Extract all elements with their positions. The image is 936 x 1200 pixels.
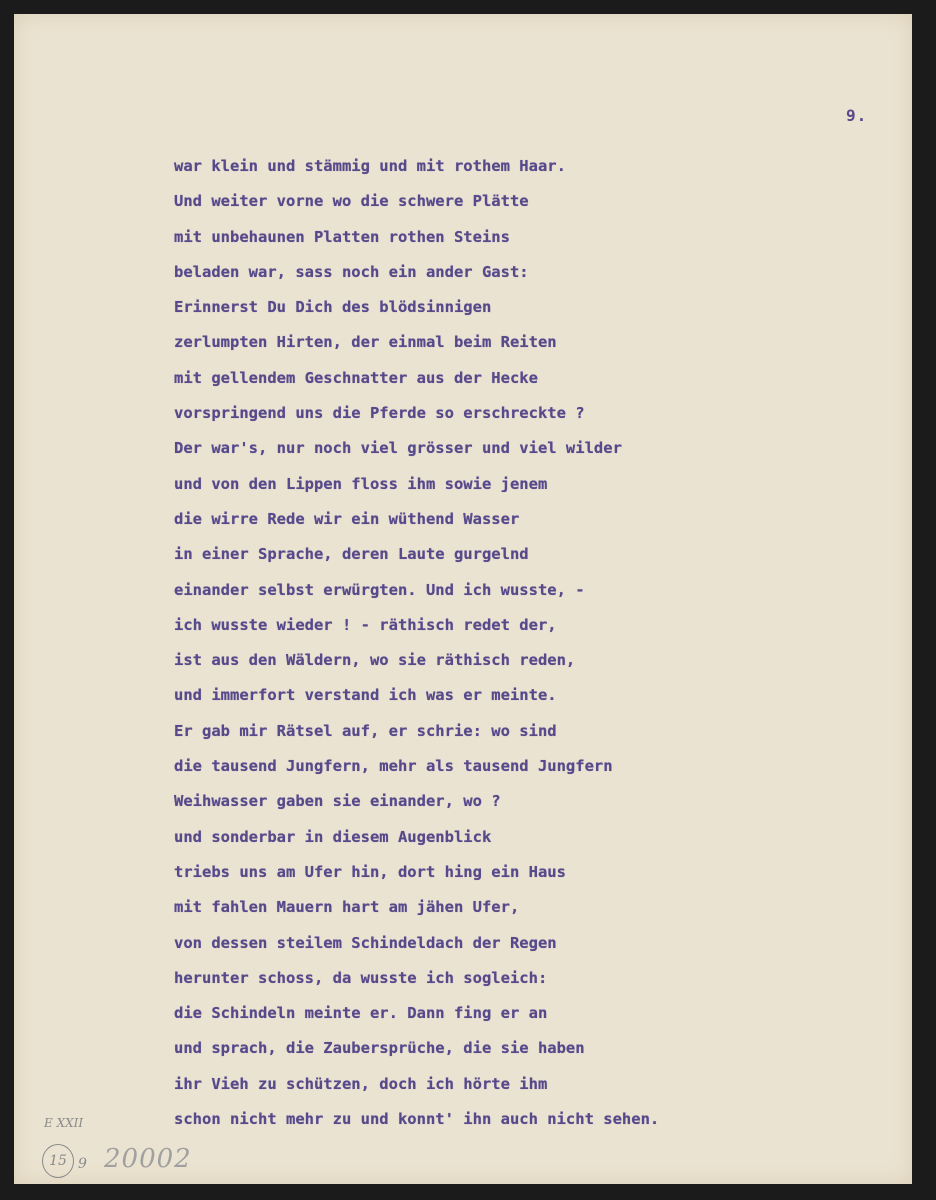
archive-circled-number: 15 — [42, 1144, 74, 1178]
text-line: war klein und stämmig und mit rothem Haar. — [174, 157, 566, 175]
text-line: zerlumpten Hirten, der einmal beim Reiten — [174, 333, 557, 352]
text-line: die tausend Jungfern, mehr als tausend Jungfern — [174, 757, 613, 776]
text-line: Der war's, nur noch viel grösser und viel wilder — [174, 439, 622, 458]
text-line: Erinnerst Du Dich des blödsinnigen — [174, 298, 492, 317]
text-line: von dessen steilem Schindeldach der Regen — [174, 933, 557, 952]
archive-inventory-number: 20002 — [104, 1144, 192, 1174]
text-line: ihr Vieh zu schützen, doch ich hörte ihm — [174, 1074, 548, 1093]
text-line: mit fahlen Mauern hart am jähen Ufer, — [174, 898, 520, 917]
text-line: ich wusste wieder ! - räthisch redet der, — [174, 615, 557, 634]
text-line: schon nicht mehr zu und konnt' ihn auch nicht sehen. — [174, 1110, 660, 1129]
page-number: 9. — [846, 106, 868, 125]
archive-signature: E XXII — [44, 1116, 84, 1130]
text-line: und sonderbar in diesem Augenblick — [174, 827, 492, 846]
archive-folio: 9 — [78, 1156, 87, 1172]
text-line: Weihwasser gaben sie einander, wo ? — [174, 792, 501, 811]
text-line: Er gab mir Rätsel auf, er schrie: wo sind — [174, 721, 557, 740]
text-line: mit unbehaunen Platten rothen Steins — [174, 227, 510, 246]
archive-notes — [42, 1112, 242, 1192]
text-line: und immerfort verstand ich was er meinte. — [174, 686, 557, 705]
text-line: in einer Sprache, deren Laute gurgelnd — [174, 545, 529, 564]
text-line: und von den Lippen floss ihm sowie jenem — [174, 474, 548, 493]
text-line: einander selbst erwürgten. Und ich wusste, - — [174, 580, 585, 599]
manuscript-page — [14, 14, 912, 1184]
typed-text-block — [174, 149, 794, 1137]
text-line: triebs uns am Ufer hin, dort hing ein Haus — [174, 862, 566, 881]
text-line: Und weiter vorne wo die schwere Plätte — [174, 192, 529, 211]
text-line: die Schindeln meinte er. Dann fing er an — [174, 1004, 548, 1023]
text-line: vorspringend uns die Pferde so erschreckte ? — [174, 404, 585, 423]
text-line: herunter schoss, da wusste ich sogleich: — [174, 968, 548, 987]
text-line: und sprach, die Zaubersprüche, die sie haben — [174, 1039, 585, 1058]
text-line: mit gellendem Geschnatter aus der Hecke — [174, 368, 538, 387]
text-line: die wirre Rede wir ein wüthend Wasser — [174, 509, 520, 528]
text-line: ist aus den Wäldern, wo sie räthisch reden, — [174, 651, 576, 670]
text-line: beladen war, sass noch ein ander Gast: — [174, 262, 529, 281]
